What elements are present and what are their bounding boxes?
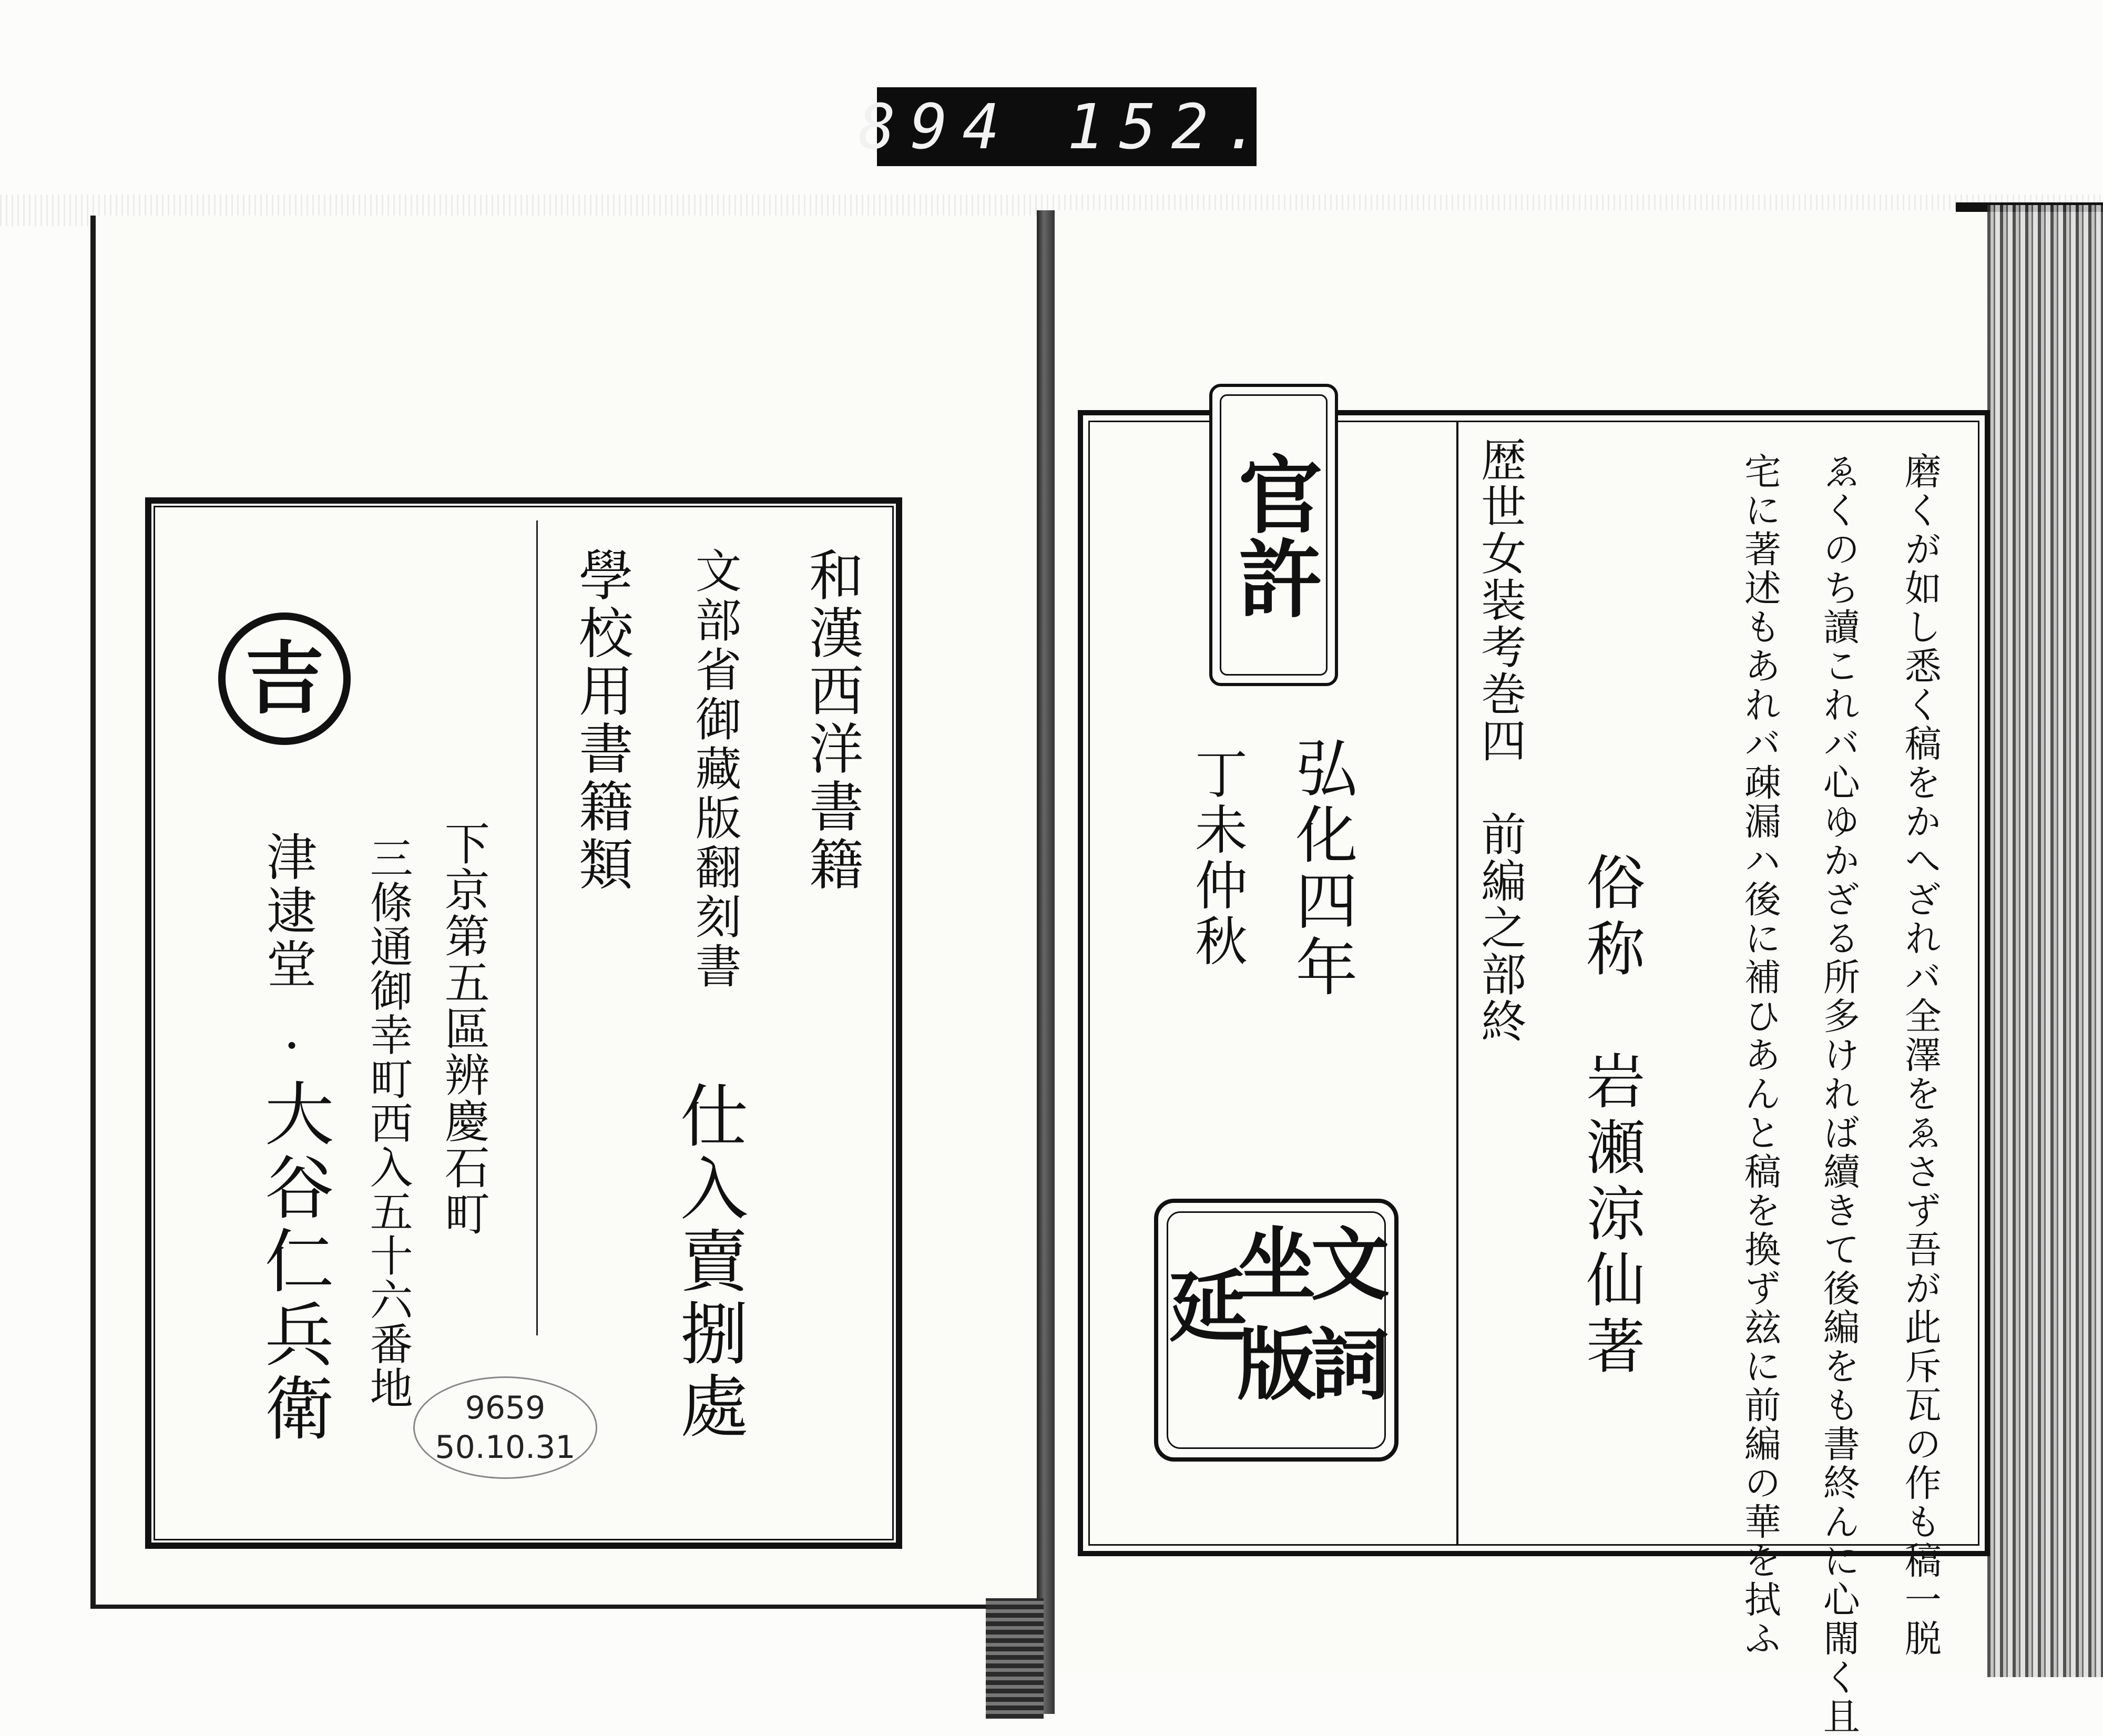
publisher-logo — [218, 612, 351, 745]
seal-char-2: 詞 — [1311, 1319, 1390, 1411]
books-japanese-chinese-western: 和漢西洋書籍 — [799, 547, 864, 894]
book-title-volume: 歴世女装考巻四 前編之部終 — [1473, 436, 1526, 1045]
book-spine-bottom — [986, 1598, 1044, 1719]
official-permission-box — [1209, 384, 1338, 686]
seal-char-1: 文 — [1311, 1219, 1390, 1311]
library-accession-stamp — [413, 1376, 597, 1479]
school-books: 學校用書籍類 — [569, 547, 634, 894]
preface-line-2: ゑくのち讀これバ心ゆかざる所多ければ續きて後編をも書終んに心閙く且 — [1817, 452, 1861, 1736]
publisher-divider — [536, 520, 538, 1335]
address-line-2: 三條通御幸町西入五十六番地 — [363, 836, 413, 1410]
seal-char-4: 版 — [1237, 1319, 1316, 1411]
accession-number: 9659 — [465, 1389, 546, 1426]
shop-name: 津逮堂 — [258, 831, 318, 992]
address-line-1: 下京第五區辨慶石町 — [436, 820, 489, 1237]
call-number-right: 152. — [1067, 90, 1275, 163]
publisher-logo-char: 吉 — [244, 632, 324, 725]
publisher-name: 大谷仁兵衛 — [252, 1078, 334, 1446]
accession-date: 50.10.31 — [435, 1428, 576, 1466]
ministry-reprints: 文部省御藏版翻刻書 — [688, 547, 742, 992]
colophon-divider — [1456, 421, 1458, 1546]
seal-char-5: 延 — [1169, 1261, 1248, 1353]
preface-line-1: 磨くが如し悉く稿をかへざれバ全澤をゑさず吾が此斥瓦の作も稿一脱 — [1898, 452, 1942, 1658]
publisher-seal — [1154, 1199, 1398, 1462]
preface-line-3: 宅に著述もあれバ疎漏ハ後に補ひあんと稿を換ず玆に前編の華を拭ふ — [1738, 452, 1782, 1658]
seal-char-3: 坐 — [1237, 1219, 1316, 1311]
date-season: 丁未仲秋 — [1186, 747, 1248, 969]
date-era: 弘化四年 — [1285, 736, 1358, 1001]
book-gutter — [1037, 210, 1055, 1714]
official-permission-text: 官許 — [1224, 451, 1323, 619]
official-permission-inner — [1220, 394, 1328, 676]
shop-separator: ・ — [273, 1025, 310, 1068]
page-stack-edge — [1987, 205, 2103, 1677]
wholesale-retail-notice: 仕入賣捌處 — [669, 1080, 749, 1443]
author-line: 俗称 岩瀬涼仙著 — [1576, 852, 1645, 1382]
call-number-left: 894 — [858, 90, 1015, 163]
call-number-label — [858, 87, 1275, 166]
